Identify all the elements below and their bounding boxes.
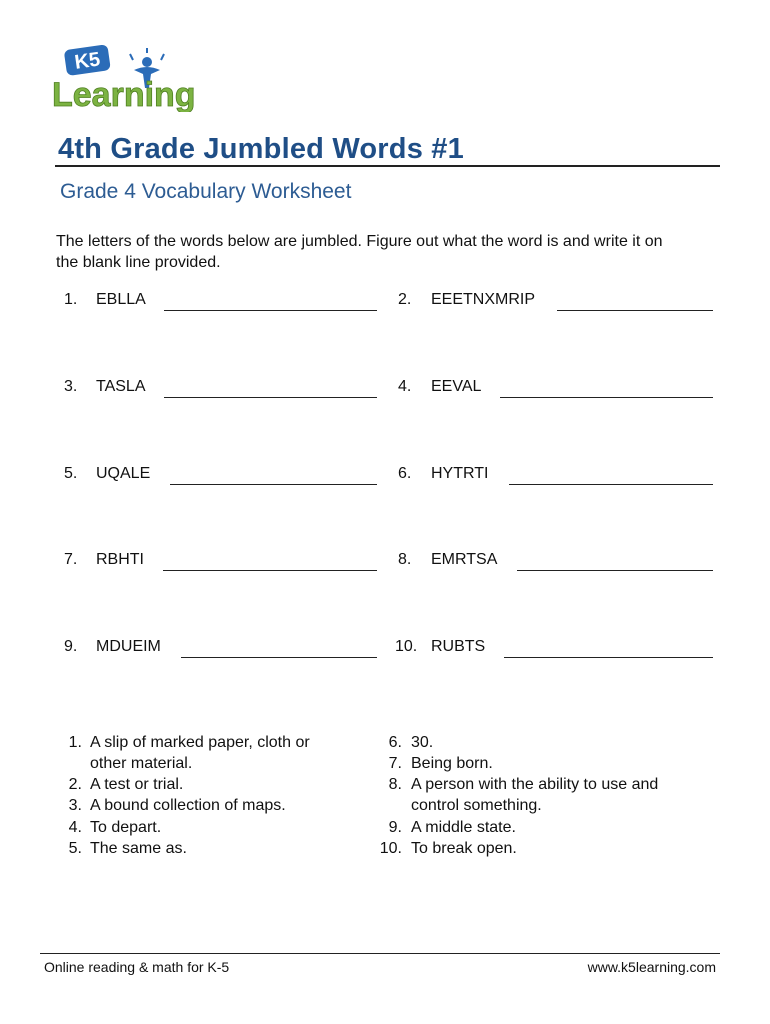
instructions-text: The letters of the words below are jumbled. Figure out what the word is and write it on the blank line provided. <box>56 233 663 271</box>
answer-line[interactable] <box>163 570 377 571</box>
clue-number: 8. <box>388 776 402 793</box>
puzzle-word: EBLLA <box>96 291 146 308</box>
answer-line[interactable] <box>164 310 377 311</box>
clue-text: Being born. <box>411 755 493 772</box>
clue-text: A person with the ability to use and <box>411 776 659 793</box>
clue-number: 10. <box>379 840 402 857</box>
clue-text: other material. <box>90 755 193 772</box>
puzzle-number: 8. <box>398 551 412 568</box>
logo-badge-text: K5 <box>73 48 102 74</box>
answer-line[interactable] <box>504 657 713 658</box>
answer-line[interactable] <box>557 310 713 311</box>
page-subtitle: Grade 4 Vocabulary Worksheet <box>60 180 352 203</box>
title-divider <box>55 165 720 167</box>
answer-line[interactable] <box>181 657 377 658</box>
clue-text: To depart. <box>90 819 162 836</box>
answer-line[interactable] <box>509 484 713 485</box>
clue-text: control something. <box>411 797 542 814</box>
puzzle-word: EEVAL <box>431 378 482 395</box>
answer-line[interactable] <box>164 397 377 398</box>
puzzle-number: 2. <box>398 291 412 308</box>
page-title: 4th Grade Jumbled Words #1 <box>58 133 464 165</box>
puzzle-number: 5. <box>64 465 78 482</box>
clue-text: A slip of marked paper, cloth or <box>90 734 310 751</box>
clue-text: A bound collection of maps. <box>90 797 286 814</box>
puzzle-word: HYTRTI <box>431 465 489 482</box>
puzzle-word: UQALE <box>96 465 151 482</box>
answer-line[interactable] <box>517 570 713 571</box>
footer-website: www.k5learning.com <box>587 959 716 975</box>
puzzle-word: MDUEIM <box>96 638 161 655</box>
clue-text: The same as. <box>90 840 187 857</box>
clue-number: 5. <box>68 840 82 857</box>
puzzle-number: 9. <box>64 638 78 655</box>
puzzle-word: RUBTS <box>431 638 486 655</box>
puzzle-word: TASLA <box>96 378 146 395</box>
clue-number: 3. <box>68 797 82 814</box>
k5-learning-logo <box>48 40 198 112</box>
clue-text: 30. <box>411 734 434 751</box>
answer-line[interactable] <box>500 397 713 398</box>
puzzle-number: 10. <box>395 638 418 655</box>
puzzle-number: 1. <box>64 291 78 308</box>
logo-word-text: Learning <box>52 76 196 112</box>
clue-text: A test or trial. <box>90 776 184 793</box>
answer-line[interactable] <box>170 484 377 485</box>
puzzle-word: EEETNXMRIP <box>431 291 536 308</box>
clue-text: To break open. <box>411 840 517 857</box>
clue-number: 6. <box>388 734 402 751</box>
clue-number: 4. <box>68 819 82 836</box>
clue-number: 7. <box>388 755 402 772</box>
puzzle-number: 6. <box>398 465 412 482</box>
clue-number: 1. <box>68 734 82 751</box>
puzzle-number: 7. <box>64 551 78 568</box>
clue-number: 9. <box>388 819 402 836</box>
clue-text: A middle state. <box>411 819 516 836</box>
clue-number: 2. <box>68 776 82 793</box>
puzzle-number: 4. <box>398 378 412 395</box>
puzzle-number: 3. <box>64 378 78 395</box>
footer-divider <box>40 953 720 954</box>
puzzle-word: RBHTI <box>96 551 144 568</box>
puzzle-word: EMRTSA <box>431 551 498 568</box>
footer-tagline: Online reading & math for K-5 <box>44 959 230 975</box>
